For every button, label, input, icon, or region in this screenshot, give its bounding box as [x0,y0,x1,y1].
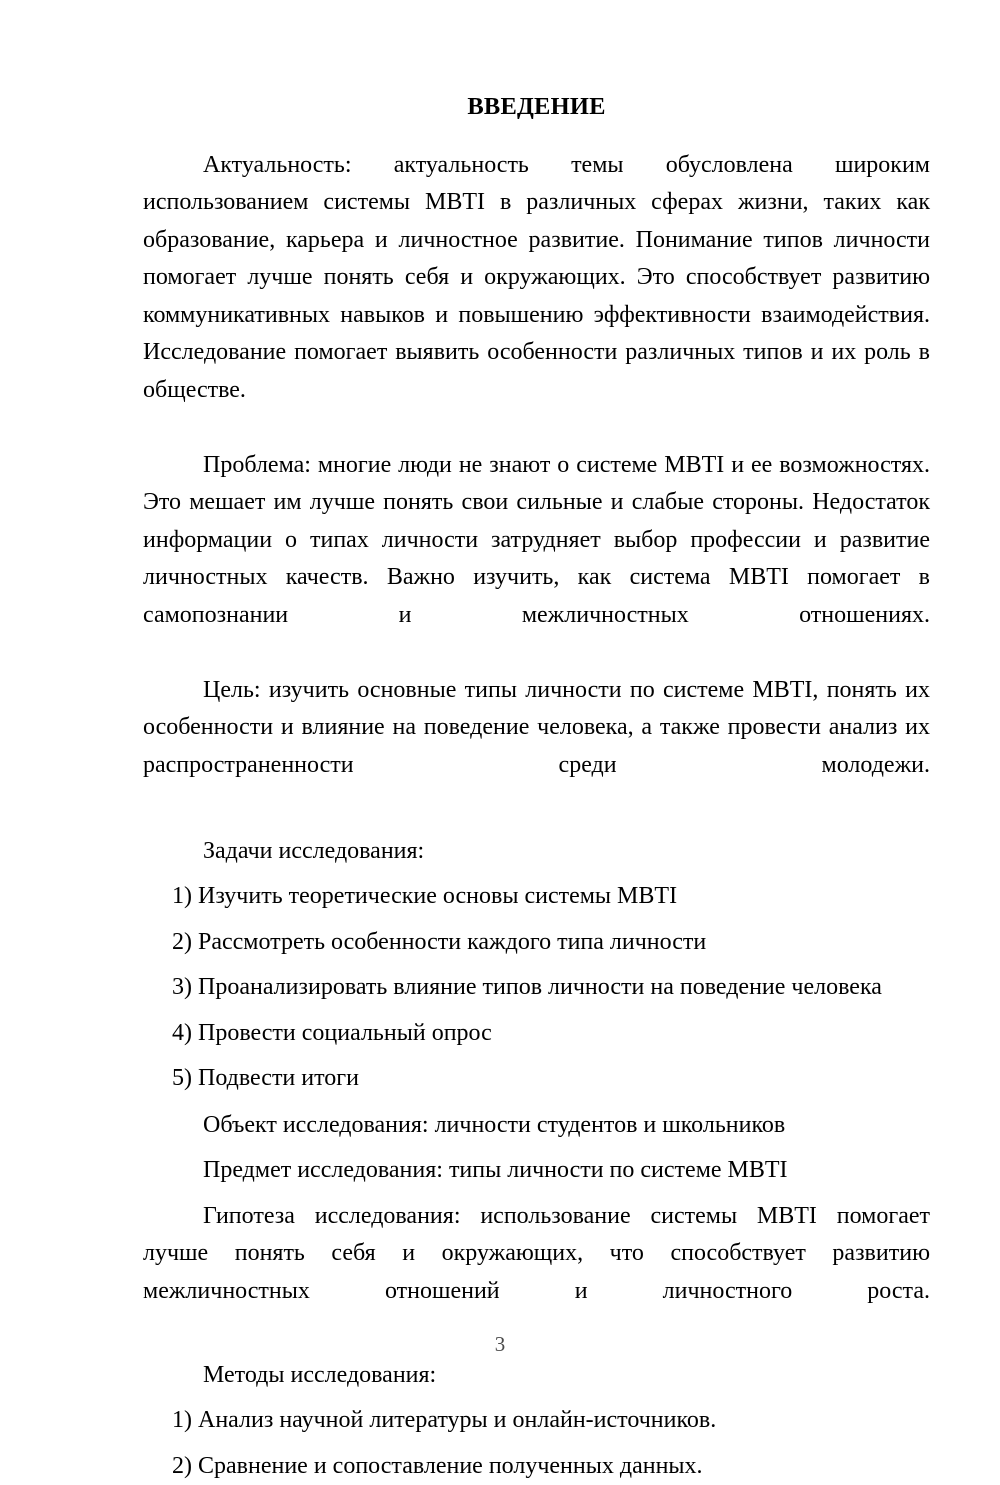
list-item: 5) Подвести итоги [143,1060,930,1098]
paragraph-problem: Проблема: многие люди не знают о системе MBTI и ее возможностях. Это мешает им лучше понять свои сильные и слабые стороны. Недостаток информации о типах личности затрудняет выбор профессии и развитие личностных качеств. Важно изучить, как система MBTI помогает в самопознании и межличностных отношениях. [143,447,930,672]
object-of-research: Объект исследования: личности студентов и школьников [143,1107,930,1145]
list-item: 2) Сравнение и сопоставление полученных данных. [143,1448,930,1485]
tasks-list [143,878,930,1098]
spacer [143,916,930,924]
methods-label: Методы исследования: [143,1357,930,1395]
spacer [143,1190,930,1198]
page-number: 3 [0,1330,1000,1358]
page-title: ВВЕДЕНИЕ [143,88,930,126]
spacer [143,1144,930,1152]
list-item: 3) Проанализировать влияние типов личности на поведение человека [143,969,930,1007]
list-item: 2) Рассмотреть особенности каждого типа личности [143,924,930,962]
spacer [143,1007,930,1015]
paragraph-goal: Цель: изучить основные типы личности по системе MBTI, понять их особенности и влияние на поведение человека, а также провести анализ их распространенности среди молодежи. [143,672,930,822]
spacer [143,961,930,969]
spacer [143,1098,930,1107]
page-content [143,88,930,1485]
paragraph-relevance: Актуальность: актуальность темы обусловлена широким использованием системы MBTI в различных сферах жизни, таких как образование, карьера и личностное развитие. Понимание типов личности помогает лучше понять себя и окружающих. Это способствует развитию коммуникативных навыков и повышению эффективности взаимодействия. Исследование помогает выявить особенности различных типов и их роль в обществе. [143,147,930,447]
list-item: 1) Анализ научной литературы и онлайн-источников. [143,1402,930,1440]
list-item: 1) Изучить теоретические основы системы MBTI [143,878,930,916]
methods-list [143,1402,930,1485]
tasks-label: Задачи исследования: [143,833,930,871]
paragraph-hypothesis: Гипотеза исследования: использование системы MBTI помогает лучше понять себя и окружающих, что способствует развитию межличностных отношений и личностного роста. [143,1198,930,1348]
spacer [143,870,930,878]
list-item: 4) Провести социальный опрос [143,1015,930,1053]
spacer [143,822,930,833]
spacer [143,1052,930,1060]
spacer [143,1440,930,1448]
spacer [143,1394,930,1402]
subject-of-research: Предмет исследования: типы личности по системе MBTI [143,1152,930,1190]
